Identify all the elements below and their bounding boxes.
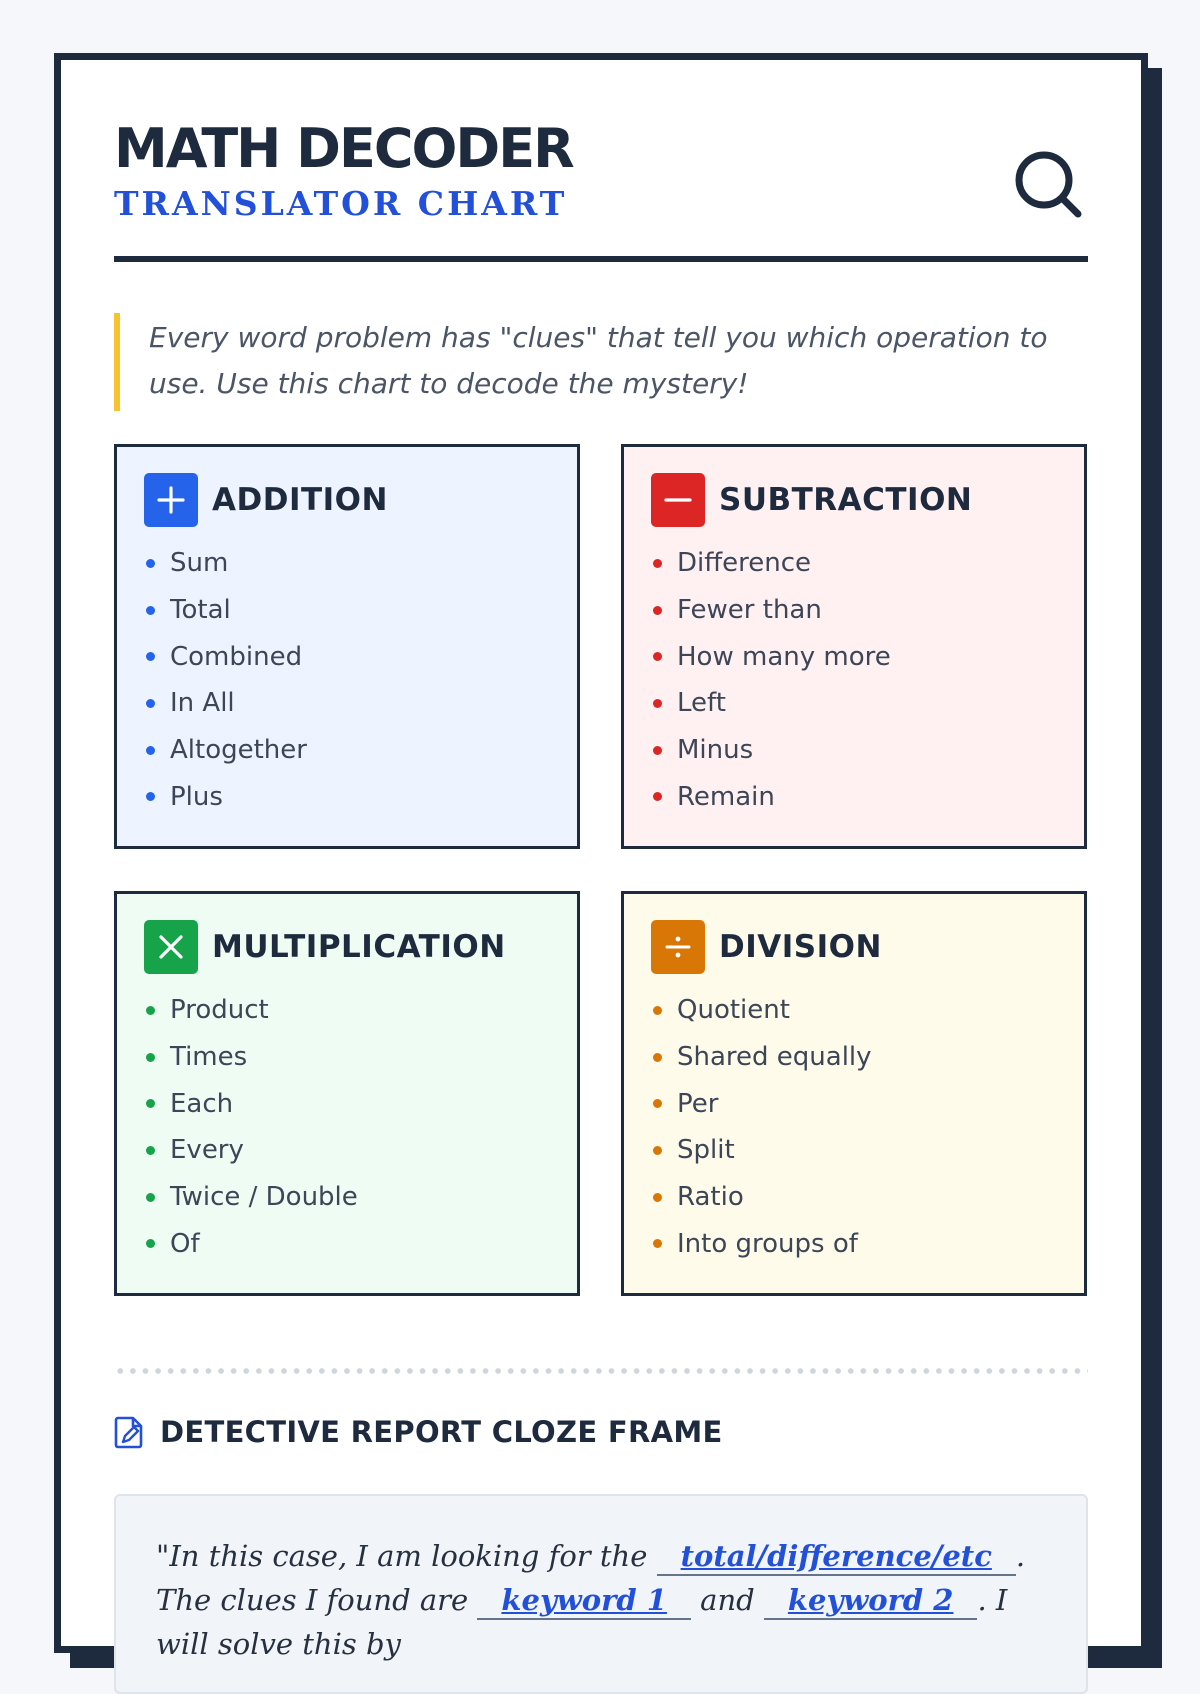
search-icon: [1014, 150, 1084, 220]
addition-keyword-list: [144, 540, 577, 820]
keyword: Into groups of: [677, 1228, 858, 1259]
cloze-blank[interactable]: keyword 1: [477, 1582, 691, 1620]
report-header: [114, 1415, 723, 1449]
decoder-card: [54, 53, 1148, 1661]
list-item: [144, 1034, 577, 1081]
bullet-dot: [653, 559, 662, 568]
keyword: Split: [677, 1135, 735, 1166]
keyword: Twice / Double: [170, 1182, 358, 1213]
list-item: [651, 633, 1084, 680]
cloze-text: "In this case, I am looking for the: [156, 1539, 657, 1573]
division-keyword-list: [651, 987, 1084, 1267]
keyword: Sum: [170, 548, 229, 579]
list-item: [144, 987, 577, 1034]
keyword: How many more: [677, 641, 891, 672]
keyword: Times: [170, 1042, 248, 1073]
list-item: [651, 540, 1084, 587]
keyword: Each: [170, 1088, 234, 1119]
addition-title: ADDITION: [212, 482, 388, 518]
cloze-text: . The clues I found are: [156, 1539, 1026, 1617]
keyword: Left: [677, 688, 726, 719]
list-item: [651, 1220, 1084, 1267]
keyword: Minus: [677, 735, 754, 766]
bullet-dot: [146, 1239, 155, 1248]
division-title: DIVISION: [719, 929, 882, 965]
list-item: [651, 1127, 1084, 1174]
subtraction-keyword-list: [651, 540, 1084, 820]
list-item: [144, 1080, 577, 1127]
keyword: Per: [677, 1088, 719, 1119]
list-item: [651, 680, 1084, 727]
subtraction-header: [651, 473, 1084, 527]
bullet-dot: [146, 652, 155, 661]
list-item: [144, 1127, 577, 1174]
bullet-dot: [653, 792, 662, 801]
bullet-dot: [653, 746, 662, 755]
times-icon: [144, 920, 198, 974]
keyword: Of: [170, 1228, 200, 1259]
list-item: [651, 1174, 1084, 1221]
list-item: [144, 1174, 577, 1221]
keyword: Shared equally: [677, 1042, 872, 1073]
minus-icon: [651, 473, 705, 527]
page-title: MATH DECODER: [114, 117, 573, 180]
bullet-dot: [146, 699, 155, 708]
subtraction-title: SUBTRACTION: [719, 482, 973, 518]
list-item: [651, 1080, 1084, 1127]
cloze-blank[interactable]: keyword 2: [764, 1582, 978, 1620]
bullet-dot: [653, 1146, 662, 1155]
keyword: Difference: [677, 548, 812, 579]
keyword: Fewer than: [677, 595, 822, 626]
list-item: [144, 773, 577, 820]
bullet-dot: [653, 1239, 662, 1248]
list-item: [651, 987, 1084, 1034]
divide-icon: [651, 920, 705, 974]
bullet-dot: [146, 559, 155, 568]
page-subtitle: TRANSLATOR CHART: [114, 184, 568, 223]
report-title: DETECTIVE REPORT CLOZE FRAME: [160, 1415, 723, 1449]
bullet-dot: [146, 1053, 155, 1062]
division-header: [651, 920, 1084, 974]
multiplication-box: [114, 891, 580, 1296]
keyword: Quotient: [677, 995, 790, 1026]
dotted-divider: [114, 1368, 1088, 1374]
cloze-text: and: [690, 1583, 764, 1617]
list-item: [651, 773, 1084, 820]
intro-callout: Every word problem has "clues" that tell you which operation to use. Use this chart to decode the mystery!: [114, 313, 1088, 411]
bullet-dot: [146, 1146, 155, 1155]
bullet-dot: [146, 1193, 155, 1202]
bullet-dot: [653, 1006, 662, 1015]
bullet-dot: [146, 1006, 155, 1015]
multiplication-keyword-list: [144, 987, 577, 1267]
bullet-dot: [146, 1099, 155, 1108]
keyword: Ratio: [677, 1182, 744, 1213]
list-item: [144, 540, 577, 587]
document-edit-icon: [114, 1415, 146, 1449]
bullet-dot: [653, 652, 662, 661]
list-item: [144, 1220, 577, 1267]
keyword: Combined: [170, 641, 303, 672]
bullet-dot: [146, 792, 155, 801]
bullet-dot: [653, 1193, 662, 1202]
multiplication-header: [144, 920, 577, 974]
bullet-dot: [653, 1053, 662, 1062]
cloze-frame: [114, 1494, 1088, 1694]
list-item: [144, 727, 577, 774]
list-item: [144, 633, 577, 680]
multiplication-title: MULTIPLICATION: [212, 929, 506, 965]
addition-header: [144, 473, 577, 527]
keyword: In All: [170, 688, 235, 719]
header: [114, 118, 1088, 262]
bullet-dot: [146, 606, 155, 615]
keyword: Total: [170, 595, 231, 626]
list-item: [144, 587, 577, 634]
bullet-dot: [653, 699, 662, 708]
addition-box: [114, 444, 580, 849]
keyword: Altogether: [170, 735, 307, 766]
list-item: [651, 1034, 1084, 1081]
keyword: Plus: [170, 781, 223, 812]
keyword: Every: [170, 1135, 244, 1166]
list-item: [144, 680, 577, 727]
bullet-dot: [653, 606, 662, 615]
keyword: Product: [170, 995, 269, 1026]
list-item: [651, 587, 1084, 634]
bullet-dot: [653, 1099, 662, 1108]
cloze-blank[interactable]: total/difference/etc: [657, 1538, 1016, 1576]
bullet-dot: [146, 746, 155, 755]
cloze-text: . I will solve this by: [156, 1583, 1008, 1661]
list-item: [651, 727, 1084, 774]
subtraction-box: [621, 444, 1087, 849]
plus-icon: [144, 473, 198, 527]
keyword: Remain: [677, 781, 775, 812]
division-box: [621, 891, 1087, 1296]
